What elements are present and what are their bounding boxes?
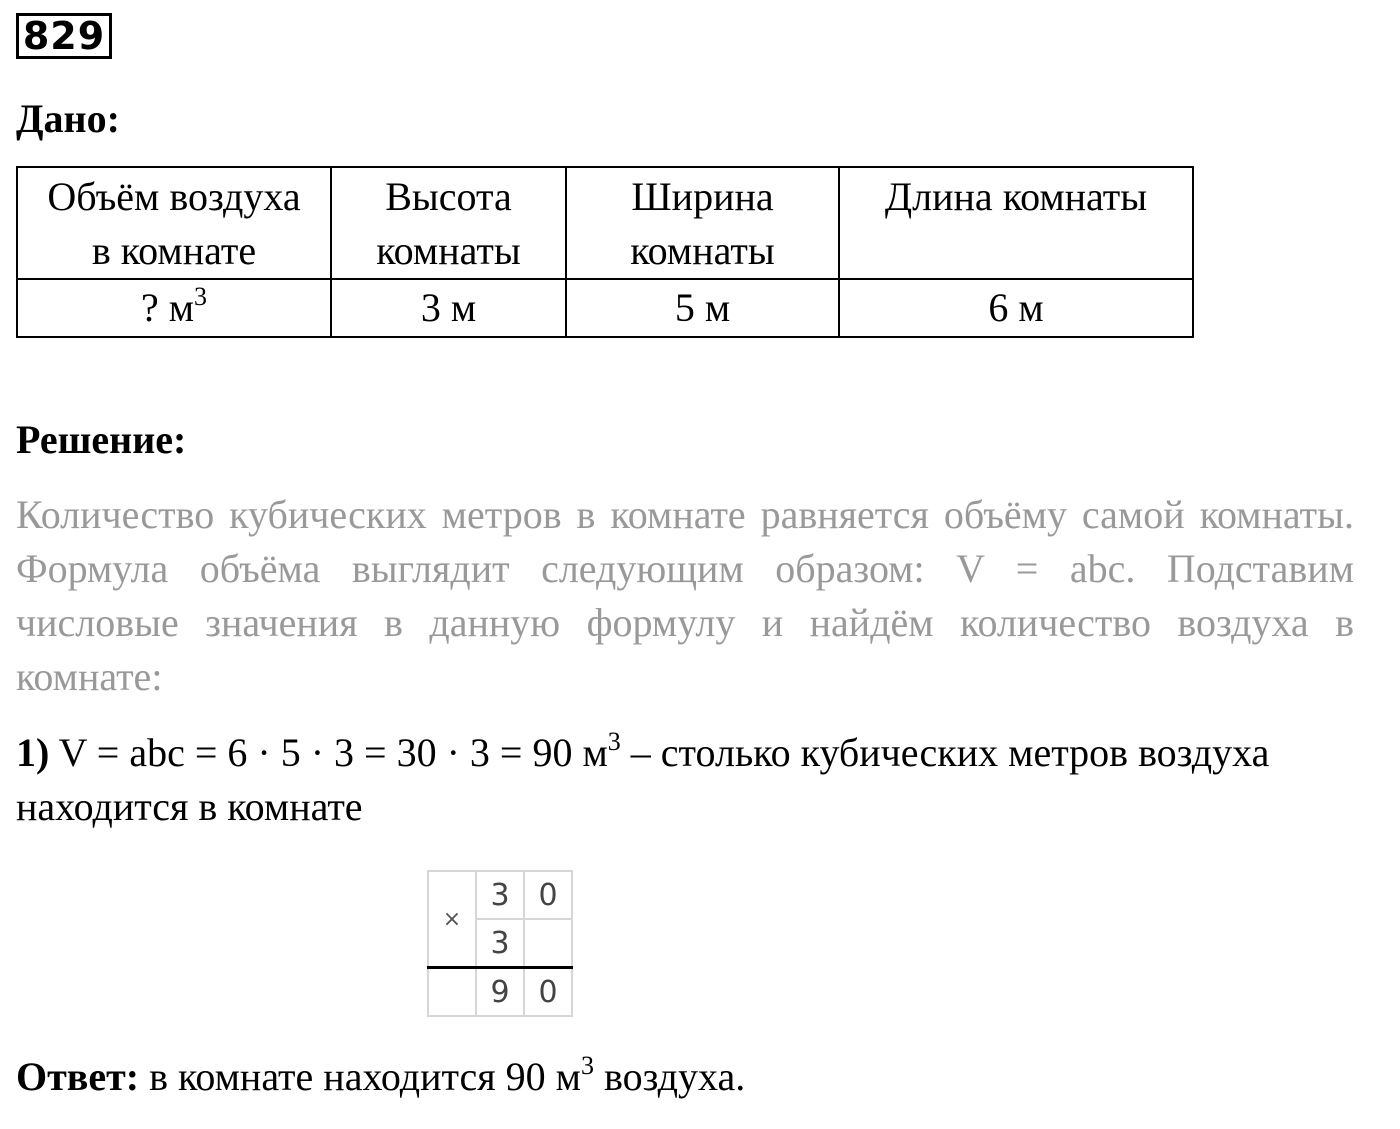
step-exponent: 3	[607, 726, 621, 756]
header-volume-line2: в комнате	[91, 228, 257, 273]
given-table-value-row	[17, 279, 1193, 337]
answer-text: в комнате находится 90 м	[149, 1054, 581, 1099]
solution-step-1	[16, 726, 1361, 834]
calc-cell: 0	[524, 968, 572, 1017]
given-heading: Дано:	[16, 96, 120, 141]
solution-heading: Решение:	[16, 417, 187, 462]
task-number: 829	[16, 13, 112, 59]
step-formula: V = abc = 6 · 5 · 3 = 30 · 3 = 90 м	[58, 730, 608, 775]
given-table-header-row	[17, 167, 1193, 279]
given-table	[16, 166, 1194, 338]
value-width	[566, 279, 839, 337]
answer-line	[16, 1050, 745, 1104]
calc-cell: 3	[476, 919, 524, 968]
calc-cell: 9	[476, 968, 524, 1017]
header-volume	[17, 167, 331, 279]
value-length	[839, 279, 1193, 337]
value-length-text: 6 м	[988, 285, 1044, 330]
header-length-line1: Длина комнаты	[884, 174, 1148, 219]
answer-label: Ответ:	[16, 1054, 140, 1099]
value-volume	[17, 279, 331, 337]
header-width-line2: комнаты	[630, 228, 775, 273]
header-height-line1: Высота	[385, 174, 512, 219]
answer-text-end: воздуха.	[603, 1054, 746, 1099]
multiply-sign: ×	[428, 871, 476, 968]
header-height	[331, 167, 566, 279]
header-width-line1: Ширина	[631, 174, 774, 219]
calc-cell	[428, 968, 476, 1017]
column-multiplication	[427, 870, 573, 1017]
step-label: 1)	[16, 730, 50, 775]
value-volume-exponent: 3	[194, 281, 208, 311]
calc-cell: 3	[476, 871, 524, 919]
answer-exponent: 3	[580, 1050, 594, 1080]
value-height-text: 3 м	[420, 285, 477, 330]
explanation-paragraph: Количество кубических метров в комнате равняется объёму самой комнаты. Формула объёма выглядит следующим образом: V = abc. Подставим числовые значения в данную формулу и найдём количество воздуха в комнате:	[16, 492, 1354, 699]
calc-cell: 0	[524, 871, 572, 919]
calc-row-1	[428, 871, 572, 919]
value-volume-text: ? м	[140, 285, 195, 330]
calc-cell	[524, 919, 572, 968]
header-length	[839, 167, 1193, 279]
header-width	[566, 167, 839, 279]
value-height	[331, 279, 566, 337]
value-width-text: 5 м	[674, 285, 731, 330]
header-height-line2: комнаты	[376, 228, 521, 273]
step-rest: – столько кубических метров воздуха находится в комнате	[16, 730, 1270, 829]
header-volume-line1: Объём воздуха	[47, 174, 301, 219]
calc-result-row	[428, 968, 572, 1017]
